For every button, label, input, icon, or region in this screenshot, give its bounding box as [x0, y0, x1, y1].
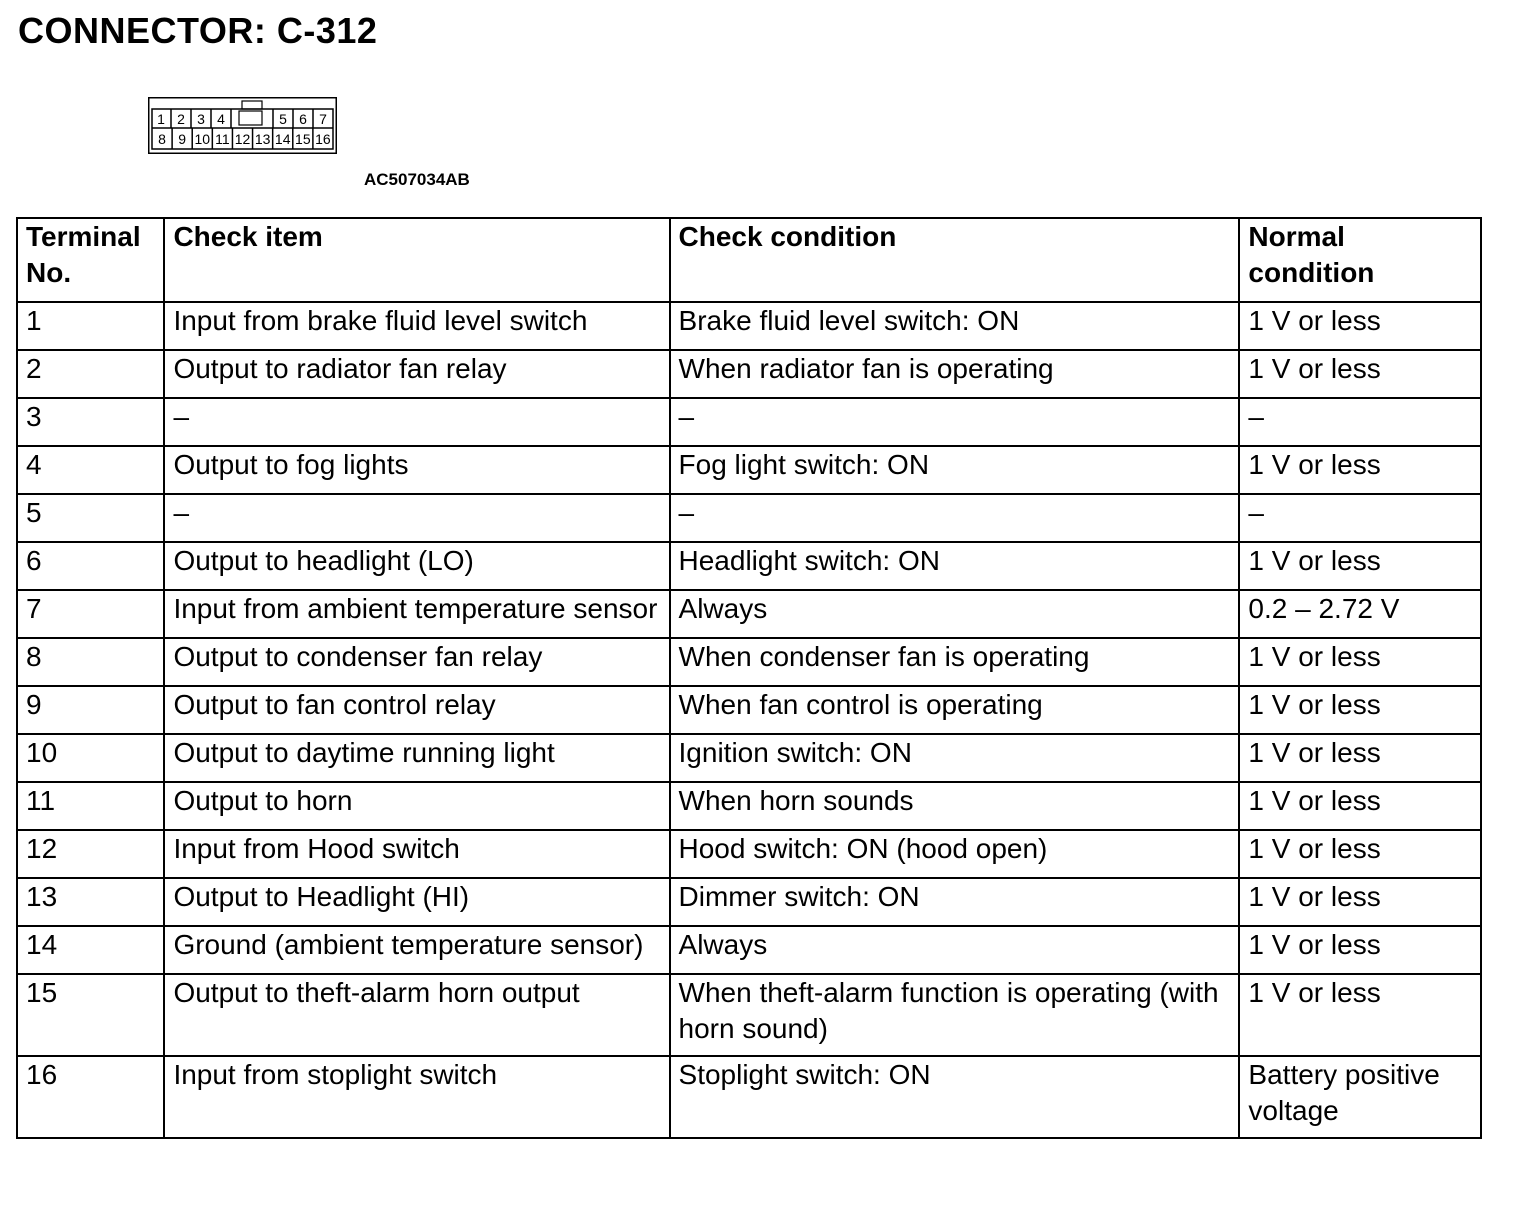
table-row [17, 494, 1481, 542]
table-row [17, 542, 1481, 590]
cell-check-condition: Always [670, 590, 1240, 638]
table-row [17, 878, 1481, 926]
table-row [17, 974, 1481, 1056]
cell-terminal-no: 8 [17, 638, 164, 686]
terminal-table [16, 217, 1482, 1139]
cell-normal-condition: 1 V or less [1239, 926, 1481, 974]
cell-normal-condition: 1 V or less [1239, 782, 1481, 830]
cell-normal-condition: 1 V or less [1239, 542, 1481, 590]
connector-pin-label: 15 [295, 131, 311, 147]
table-row [17, 398, 1481, 446]
header-check-condition: Check condition [670, 218, 1240, 302]
header-check-item: Check item [164, 218, 669, 302]
cell-terminal-no: 3 [17, 398, 164, 446]
cell-terminal-no: 16 [17, 1056, 164, 1138]
cell-check-item: Input from ambient temperature sensor [164, 590, 669, 638]
page-title: CONNECTOR: C-312 [18, 10, 378, 51]
cell-check-item: Input from stoplight switch [164, 1056, 669, 1138]
cell-check-item: Ground (ambient temperature sensor) [164, 926, 669, 974]
cell-check-item: Output to daytime running light [164, 734, 669, 782]
cell-terminal-no: 7 [17, 590, 164, 638]
table-row [17, 350, 1481, 398]
cell-terminal-no: 12 [17, 830, 164, 878]
cell-check-condition: Fog light switch: ON [670, 446, 1240, 494]
table-row [17, 734, 1481, 782]
cell-normal-condition: 1 V or less [1239, 638, 1481, 686]
connector-diagram [148, 97, 337, 154]
cell-normal-condition: 1 V or less [1239, 878, 1481, 926]
cell-check-item: Output to headlight (LO) [164, 542, 669, 590]
cell-terminal-no: 13 [17, 878, 164, 926]
cell-check-condition: When theft-alarm function is operating (with horn sound) [670, 974, 1240, 1056]
cell-terminal-no: 2 [17, 350, 164, 398]
cell-terminal-no: 15 [17, 974, 164, 1056]
connector-pin-label: 1 [157, 111, 165, 127]
cell-check-item: Output to theft-alarm horn output [164, 974, 669, 1056]
table-row [17, 926, 1481, 974]
cell-check-condition: When fan control is operating [670, 686, 1240, 734]
connector-pin-label: 16 [315, 131, 331, 147]
cell-normal-condition: 1 V or less [1239, 446, 1481, 494]
cell-normal-condition: – [1239, 494, 1481, 542]
cell-normal-condition: Battery positive voltage [1239, 1056, 1481, 1138]
cell-check-item: Output to fan control relay [164, 686, 669, 734]
cell-check-condition: Dimmer switch: ON [670, 878, 1240, 926]
cell-check-item: – [164, 398, 669, 446]
connector-pin-label: 5 [279, 111, 287, 127]
cell-normal-condition: 1 V or less [1239, 974, 1481, 1056]
cell-terminal-no: 5 [17, 494, 164, 542]
table-row [17, 1056, 1481, 1138]
connector-pin-label: 10 [194, 131, 211, 147]
cell-check-item: Output to condenser fan relay [164, 638, 669, 686]
cell-terminal-no: 6 [17, 542, 164, 590]
table-row [17, 686, 1481, 734]
cell-normal-condition: 1 V or less [1239, 686, 1481, 734]
cell-normal-condition: 1 V or less [1239, 734, 1481, 782]
cell-check-condition: Always [670, 926, 1240, 974]
connector-pin-label: 2 [177, 111, 185, 127]
cell-normal-condition: – [1239, 398, 1481, 446]
table-row [17, 638, 1481, 686]
connector-pin-label: 7 [319, 111, 327, 127]
cell-check-item: – [164, 494, 669, 542]
cell-normal-condition: 1 V or less [1239, 830, 1481, 878]
cell-check-condition: – [670, 398, 1240, 446]
cell-check-condition: When condenser fan is operating [670, 638, 1240, 686]
table-header-row [17, 218, 1481, 302]
cell-check-condition: Hood switch: ON (hood open) [670, 830, 1240, 878]
cell-check-item: Output to fog lights [164, 446, 669, 494]
table-row [17, 302, 1481, 350]
cell-check-condition: When horn sounds [670, 782, 1240, 830]
cell-check-condition: When radiator fan is operating [670, 350, 1240, 398]
connector-pin-label: 3 [197, 111, 205, 127]
cell-check-item: Output to Headlight (HI) [164, 878, 669, 926]
cell-normal-condition: 1 V or less [1239, 302, 1481, 350]
figure-code: AC507034AB [364, 170, 470, 189]
connector-pin-label: 6 [299, 111, 307, 127]
cell-check-item: Output to radiator fan relay [164, 350, 669, 398]
cell-terminal-no: 14 [17, 926, 164, 974]
connector-pin-label: 8 [158, 131, 166, 147]
connector-pin-label: 11 [215, 131, 230, 147]
cell-check-condition: Brake fluid level switch: ON [670, 302, 1240, 350]
table-row [17, 446, 1481, 494]
cell-terminal-no: 9 [17, 686, 164, 734]
connector-pin-label: 4 [217, 111, 225, 127]
table-row [17, 830, 1481, 878]
connector-pin-label: 14 [274, 131, 291, 147]
cell-check-condition: Ignition switch: ON [670, 734, 1240, 782]
connector-pin-label: 12 [234, 131, 251, 147]
cell-normal-condition: 0.2 – 2.72 V [1239, 590, 1481, 638]
cell-terminal-no: 1 [17, 302, 164, 350]
cell-check-item: Input from brake fluid level switch [164, 302, 669, 350]
cell-check-item: Output to horn [164, 782, 669, 830]
cell-check-condition: Stoplight switch: ON [670, 1056, 1240, 1138]
cell-check-condition: Headlight switch: ON [670, 542, 1240, 590]
cell-check-item: Input from Hood switch [164, 830, 669, 878]
header-normal-condition: Normal condition [1239, 218, 1481, 302]
cell-normal-condition: 1 V or less [1239, 350, 1481, 398]
cell-check-condition: – [670, 494, 1240, 542]
cell-terminal-no: 4 [17, 446, 164, 494]
cell-terminal-no: 11 [17, 782, 164, 830]
connector-pin-label: 13 [254, 131, 271, 147]
table-row [17, 590, 1481, 638]
cell-terminal-no: 10 [17, 734, 164, 782]
header-terminal-no: Terminal No. [17, 218, 164, 302]
connector-pin-label: 9 [178, 131, 187, 147]
table-row [17, 782, 1481, 830]
